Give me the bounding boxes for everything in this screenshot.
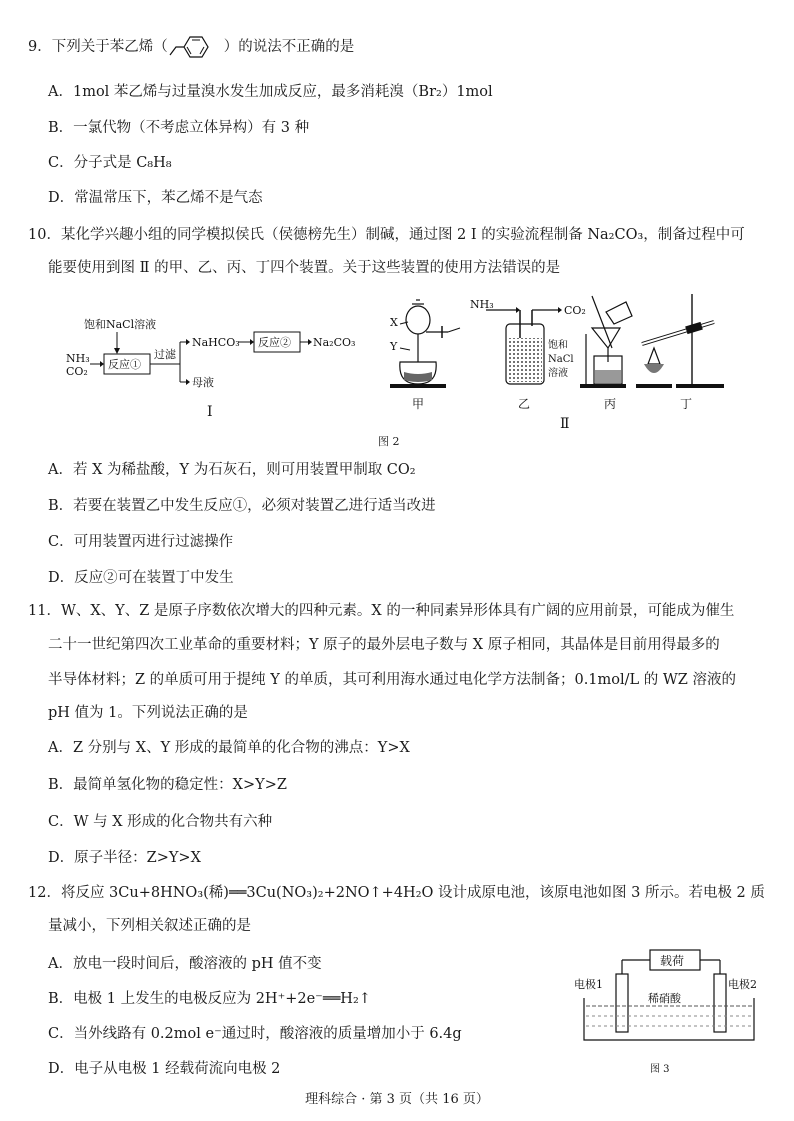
q12-option-c: C．当外线路有 0.2mol e⁻通过时，酸溶液的质量增加小于 6.4g: [48, 1026, 462, 1042]
apparatus-name-yi: 乙: [518, 397, 531, 411]
q9-option-d: D．常温常压下，苯乙烯不是气态: [48, 190, 263, 206]
flow-top-input: 饱和NaCl溶液: [84, 318, 157, 331]
apparatus-sat-label: 饱和: [548, 340, 568, 351]
q9-stem: [28, 37, 354, 57]
cell-figure: [574, 944, 764, 1076]
q9-option-c: C．分子式是 C₈H₈: [48, 155, 172, 171]
apparatus-y-label: Y: [390, 340, 398, 353]
q11-stem-line-4: pH 值为 1。下列说法正确的是: [48, 705, 248, 721]
q10-option-c: C．可用装置丙进行过滤操作: [48, 534, 234, 550]
q11-option-b: B．最简单氢化物的稳定性：X>Y>Z: [48, 777, 287, 793]
q10-stem-line-1: 10．某化学兴趣小组的同学模拟侯氏（侯德榜先生）制碱，通过图 2 Ⅰ 的实验流程制备 Na₂CO₃，制备过程中可: [28, 227, 745, 243]
apparatus-sol-label: 溶液: [548, 368, 568, 379]
q11-stem-line-3: 半导体材料；Z 的单质可用于提纯 Y 的单质，其可利用海水通过电化学方法制备；0.1mol/L 的 WZ 溶液的: [48, 672, 736, 688]
q12-option-b: B．电极 1 上发生的电极反应为 2H⁺+2e⁻══H₂↑: [48, 991, 371, 1007]
flow-left-input-2: CO₂: [66, 365, 88, 378]
apparatus-name-bing: 丙: [604, 397, 617, 411]
q12-option-d: D．电子从电极 1 经载荷流向电极 2: [48, 1061, 281, 1077]
q10-option-d: D．反应②可在装置丁中发生: [48, 570, 234, 586]
q10-option-a: A．若 X 为稀盐酸，Y 为石灰石，则可用装置甲制取 CO₂: [48, 462, 416, 478]
apparatus-nacl-label: NaCl: [548, 354, 574, 365]
q11-stem-line-1: 11．W、X、Y、Z 是原子序数依次增大的四种元素。X 的一种同素异形体具有广阔的应用前景，可能成为催生: [28, 603, 735, 619]
q10-option-b: B．若要在装置乙中发生反应①，必须对装置乙进行适当改进: [48, 498, 436, 514]
acid-label: 稀硝酸: [648, 992, 681, 1005]
q11-option-d: D．原子半径：Z>Y>X: [48, 850, 201, 866]
load-label: 载荷: [660, 954, 685, 968]
electrode-1: [616, 974, 628, 1032]
apparatus-figure: [380, 292, 740, 434]
flow-chart-figure: [62, 312, 362, 422]
flow-product-2: Na₂CO₃: [313, 336, 356, 349]
apparatus-figure-label: Ⅱ: [560, 416, 570, 432]
flow-filter-label: 过滤: [154, 348, 176, 361]
flow-left-input-1: NH₃: [66, 352, 90, 365]
flow-figure-label: Ⅰ: [207, 404, 213, 420]
q12-option-a: A．放电一段时间后，酸溶液的 pH 值不变: [48, 956, 322, 972]
flow-box-2-label: 反应②: [258, 336, 291, 349]
apparatus-jia: [389, 300, 460, 411]
q9-stem-after: ）的说法不正确的是: [223, 39, 355, 55]
apparatus-yi: [470, 298, 586, 411]
apparatus-name-ding: 丁: [680, 397, 693, 411]
flow-byproduct: 母液: [192, 376, 214, 389]
q11-option-c: C．W 与 X 形成的化合物共有六种: [48, 814, 273, 830]
electrode-2-label: 电极2: [728, 978, 757, 991]
apparatus-nh3-label: NH₃: [470, 298, 494, 311]
q12-stem-line-1: 12．将反应 3Cu+8HNO₃(稀)══3Cu(NO₃)₂+2NO↑+4H₂O 设计成原电池，该原电池如图 3 所示。若电极 2 质: [28, 885, 765, 901]
q11-option-a: A．Z 分别与 X、Y 形成的最简单的化合物的沸点：Y>X: [48, 740, 410, 756]
apparatus-bing: [580, 296, 632, 411]
electrode-1-label: 电极1: [574, 978, 603, 991]
q9-option-a: A．1mol 苯乙烯与过量溴水发生加成反应，最多消耗溴（Br₂）1mol: [48, 84, 493, 100]
q9-option-b: B．一氯代物（不考虑立体异构）有 3 种: [48, 120, 310, 136]
q9-stem-before: 9．下列关于苯乙烯（: [28, 39, 168, 55]
electrode-2: [714, 974, 726, 1032]
apparatus-co2-label: CO₂: [564, 304, 586, 317]
q11-stem-line-2: 二十一世纪第四次工业革命的重要材料；Y 原子的最外层电子数与 X 原子相同，其晶体是目前用得最多的: [48, 637, 720, 653]
figure-3-caption: 图 3: [650, 1064, 670, 1075]
apparatus-x-label: X: [390, 316, 398, 329]
page-footer: 理科综合 · 第 3 页（共 16 页）: [305, 1092, 489, 1107]
apparatus-name-jia: 甲: [412, 397, 425, 411]
figure-2-caption: 图 2: [378, 435, 400, 448]
styrene-structure: [168, 37, 224, 57]
flow-product-1: NaHCO₃: [192, 336, 240, 349]
q12-stem-line-2: 量减小，下列相关叙述正确的是: [48, 918, 251, 934]
apparatus-ding: [636, 294, 724, 411]
flow-box-1-label: 反应①: [108, 358, 141, 371]
q10-stem-line-2: 能要使用到图 Ⅱ 的甲、乙、丙、丁四个装置。关于这些装置的使用方法错误的是: [48, 260, 561, 276]
